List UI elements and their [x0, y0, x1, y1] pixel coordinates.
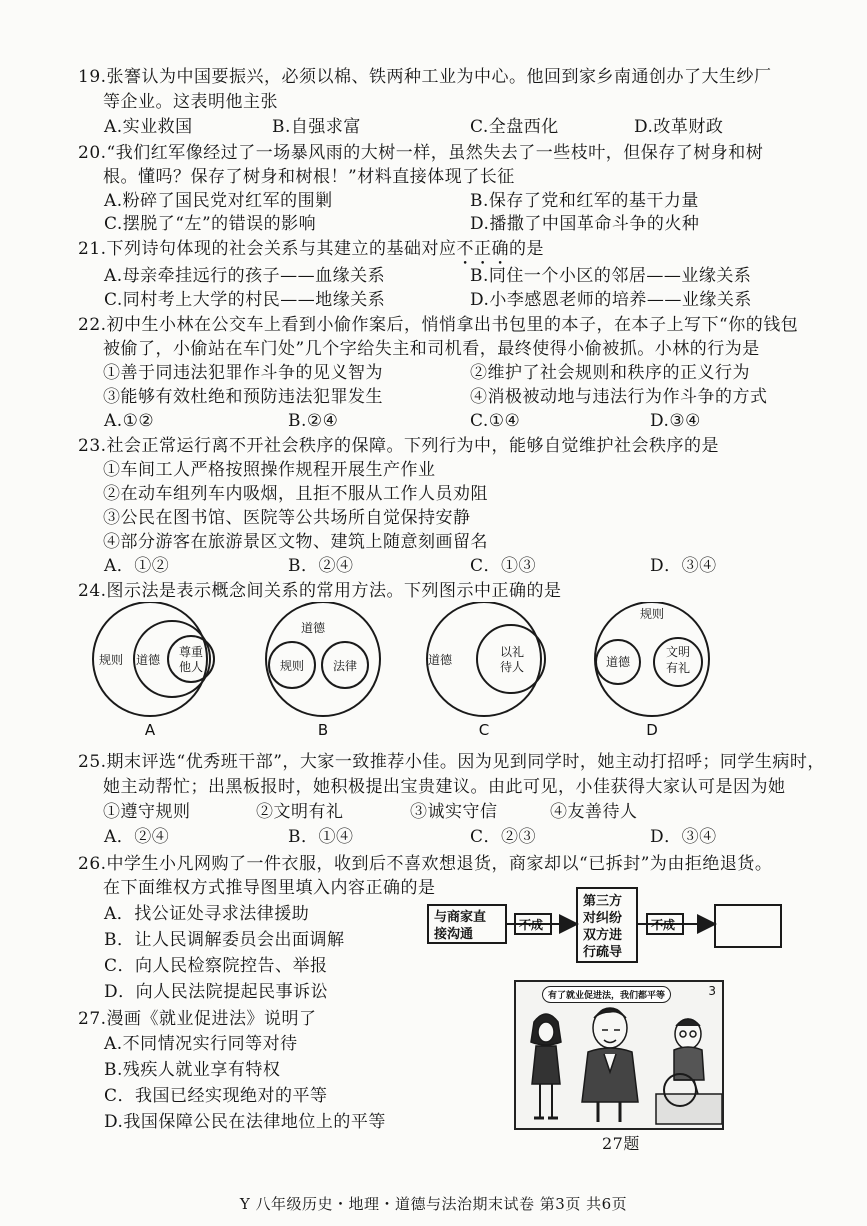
- q19-option-a: A.实业救国: [104, 117, 193, 137]
- flow-box-blank: [715, 905, 781, 947]
- q27-figure-label: 27题: [602, 1134, 640, 1153]
- q23-option-d: D．③④: [650, 556, 717, 576]
- q22-item-3: ③能够有效杜绝和预防违法犯罪发生: [103, 387, 383, 407]
- q24-stem: 24.图示法是表示概念间关系的常用方法。下列图示中正确的是: [78, 581, 562, 601]
- cartoon-speech-bubble: 有了就业促进法，我们都平等: [542, 986, 671, 1003]
- diagram-a-outer-label: 规则: [98, 653, 124, 667]
- q22-item-1: ①善于同违法犯罪作斗争的见义智为: [103, 363, 383, 383]
- diagram-c-inner-label-1: 以礼: [499, 645, 525, 659]
- diagram-c-inner-circle: [477, 625, 545, 693]
- flow-box1-line1: 与商家直: [434, 910, 487, 925]
- q22-item-2: ②维护了社会规则和秩序的正义行为: [470, 363, 750, 383]
- diagram-c-outer-label: 道德: [427, 653, 453, 667]
- q25-item-4: ④友善待人: [550, 802, 638, 822]
- diagram-d-outer-label: 规则: [639, 607, 665, 621]
- diagram-a-middle-label: 道德: [135, 653, 161, 667]
- q22-option-b: B.②④: [288, 411, 339, 431]
- q20-stem-line1: 20.“我们红军像经过了一场暴风雨的大树一样，虽然失去了一些枝叶，但保存了树身和树: [78, 143, 764, 163]
- q26-option-a: A．找公证处寻求法律援助: [104, 904, 310, 924]
- q26-option-d: D．向人民法院提起民事诉讼: [104, 982, 329, 1002]
- q23-stem: 23.社会正常运行离不开社会秩序的保障。下列行为中，能够自觉维护社会秩序的是: [78, 436, 720, 456]
- q20-option-a: A.粉碎了国民党对红军的围剿: [104, 191, 333, 211]
- cartoon-wheelchair-figure: [656, 1019, 722, 1124]
- diagram-a-inner-label-1: 尊重: [178, 645, 204, 659]
- cartoon-man-figure: [582, 1008, 638, 1122]
- q23-option-a: A．①②: [104, 556, 170, 576]
- q25-option-b: B．①④: [288, 827, 354, 847]
- q22-option-a: A.①②: [104, 411, 155, 431]
- q20-option-b: B.保存了党和红军的基干力量: [470, 191, 699, 211]
- q19-stem-line1: 19.张謇认为中国要振兴，必须以棉、铁两种工业为中心。他回到家乡南通创办了大生纱厂: [78, 67, 772, 87]
- q27-option-a: A.不同情况实行同等对待: [104, 1034, 298, 1054]
- diagram-d-letter: D: [646, 721, 658, 739]
- cartoon-figures: [516, 982, 722, 1128]
- page-footer: Y 八年级历史・地理・道德与法治期末试卷 第3页 共6页: [239, 1195, 628, 1213]
- flow-box2-line2: 对纠纷: [583, 911, 623, 926]
- q22-item-4: ④消极被动地与违法行为作斗争的方式: [470, 387, 768, 407]
- q27-option-d: D.我国保障公民在法律地位上的平等: [104, 1112, 386, 1132]
- q22-option-d: D.③④: [650, 411, 701, 431]
- diagram-b-outer-label: 道德: [300, 621, 326, 635]
- q19-stem-line2: 等企业。这表明他主张: [103, 92, 278, 112]
- diagram-d-right-label-2: 有礼: [665, 661, 691, 675]
- diagram-b-left-label: 规则: [279, 659, 305, 673]
- q21-stem-pre: 21.下列诗句体现的社会关系与其建立的基础对应: [78, 239, 457, 259]
- flow-box2-line4: 行疏导: [583, 945, 623, 960]
- q23-option-c: C．①③: [470, 556, 537, 576]
- q20-option-d: D.播撒了中国革命斗争的火种: [470, 214, 700, 234]
- q24-venn-diagrams: [90, 602, 770, 740]
- flow-arrow-label-1: 不成: [519, 918, 544, 932]
- diagram-c-letter: C: [478, 721, 490, 739]
- diagram-c-inner-label-2: 待人: [499, 660, 525, 674]
- q27-stem: 27.漫画《就业促进法》说明了: [78, 1009, 317, 1029]
- q19-option-d: D.改革财政: [634, 117, 724, 137]
- diagram-b-right-label: 法律: [332, 659, 358, 673]
- q21-option-c: C.同村考上大学的村民——地缘关系: [104, 290, 386, 310]
- q26-option-c: C．向人民检察院控告、举报: [104, 956, 328, 976]
- q27-option-c: C．我国已经实现绝对的平等: [104, 1086, 328, 1106]
- flow-box2-line1: 第三方: [583, 894, 623, 909]
- q25-stem-line1: 25.期末评选“优秀班干部”，大家一致推荐小佳。因为见到同学时，她主动打招呼；同学生病时，: [78, 752, 825, 772]
- q26-flow-diagram: [425, 885, 785, 965]
- q21-option-d: D.小李感恩老师的培养——业缘关系: [470, 290, 752, 310]
- q23-item-4: ④部分游客在旅游景区文物、建筑上随意刻画留名: [103, 532, 488, 552]
- q21-option-a: A.母亲牵挂远行的孩子——血缘关系: [104, 266, 386, 286]
- q25-item-3: ③诚实守信: [410, 802, 498, 822]
- diagram-d-left-label: 道德: [605, 655, 631, 669]
- diagram-d-right-label-1: 文明: [665, 645, 691, 659]
- q26-stem-line2: 在下面维权方式推导图里填入内容正确的是: [103, 878, 436, 898]
- q23-item-1: ①车间工人严格按照操作规程开展生产作业: [103, 460, 436, 480]
- diagram-b-letter: B: [317, 721, 329, 739]
- diagram-a-inner-label-2: 他人: [178, 660, 204, 674]
- q26-option-b: B．让人民调解委员会出面调解: [104, 930, 345, 950]
- q22-stem-line2: 被偷了，小偷站在车门处”几个字给失主和司机看，最终使得小偷被抓。小林的行为是: [103, 339, 760, 359]
- q25-stem-line2: 她主动帮忙；出黑板报时，她积极提出宝贵建议。由此可见，小佳获得大家认可是因为她: [103, 777, 786, 797]
- diagram-a-letter: A: [144, 721, 156, 739]
- q25-item-1: ①遵守规则: [103, 802, 191, 822]
- q23-item-2: ②在动车组列车内吸烟，且拒不服从工作人员劝阻: [103, 484, 488, 504]
- q25-option-c: C．②③: [470, 827, 537, 847]
- cartoon-woman-figure: [531, 1014, 561, 1118]
- q25-option-d: D．③④: [650, 827, 717, 847]
- q21-option-b: B.同住一个小区的邻居——业缘关系: [470, 266, 752, 286]
- q23-item-3: ③公民在图书馆、医院等公共场所自觉保持安静: [103, 508, 471, 528]
- q19-option-b: B.自强求富: [272, 117, 361, 137]
- q19-option-c: C.全盘西化: [470, 117, 559, 137]
- flow-arrow-label-2: 不成: [651, 918, 676, 932]
- q27-cartoon: [514, 980, 724, 1130]
- q23-option-b: B．②④: [288, 556, 354, 576]
- q21-stem-post: 的是: [509, 239, 545, 259]
- q22-option-c: C.①④: [470, 411, 521, 431]
- flow-box2-line3: 双方进: [583, 928, 623, 943]
- flow-box1-line2: 接沟通: [434, 927, 474, 942]
- q27-option-b: B.残疾人就业享有特权: [104, 1060, 281, 1080]
- q26-stem-line1: 26.中学生小凡网购了一件衣服，收到后不喜欢想退货，商家却以“已拆封”为由拒绝退货。: [78, 854, 773, 874]
- q25-item-2: ②文明有礼: [256, 802, 344, 822]
- cartoon-corner-mark: 3: [708, 984, 716, 998]
- q20-stem-line2: 根。懂吗？保存了树身和树根！”材料直接体现了长征: [103, 167, 515, 187]
- q21-stem-emphasis: 不正确: [456, 239, 510, 259]
- q22-stem-line1: 22.初中生小林在公交车上看到小偷作案后，悄悄拿出书包里的本子，在本子上写下“你的钱包: [78, 315, 799, 335]
- q25-option-a: A．②④: [104, 827, 170, 847]
- q20-option-c: C.摆脱了“左”的错误的影响: [104, 214, 317, 234]
